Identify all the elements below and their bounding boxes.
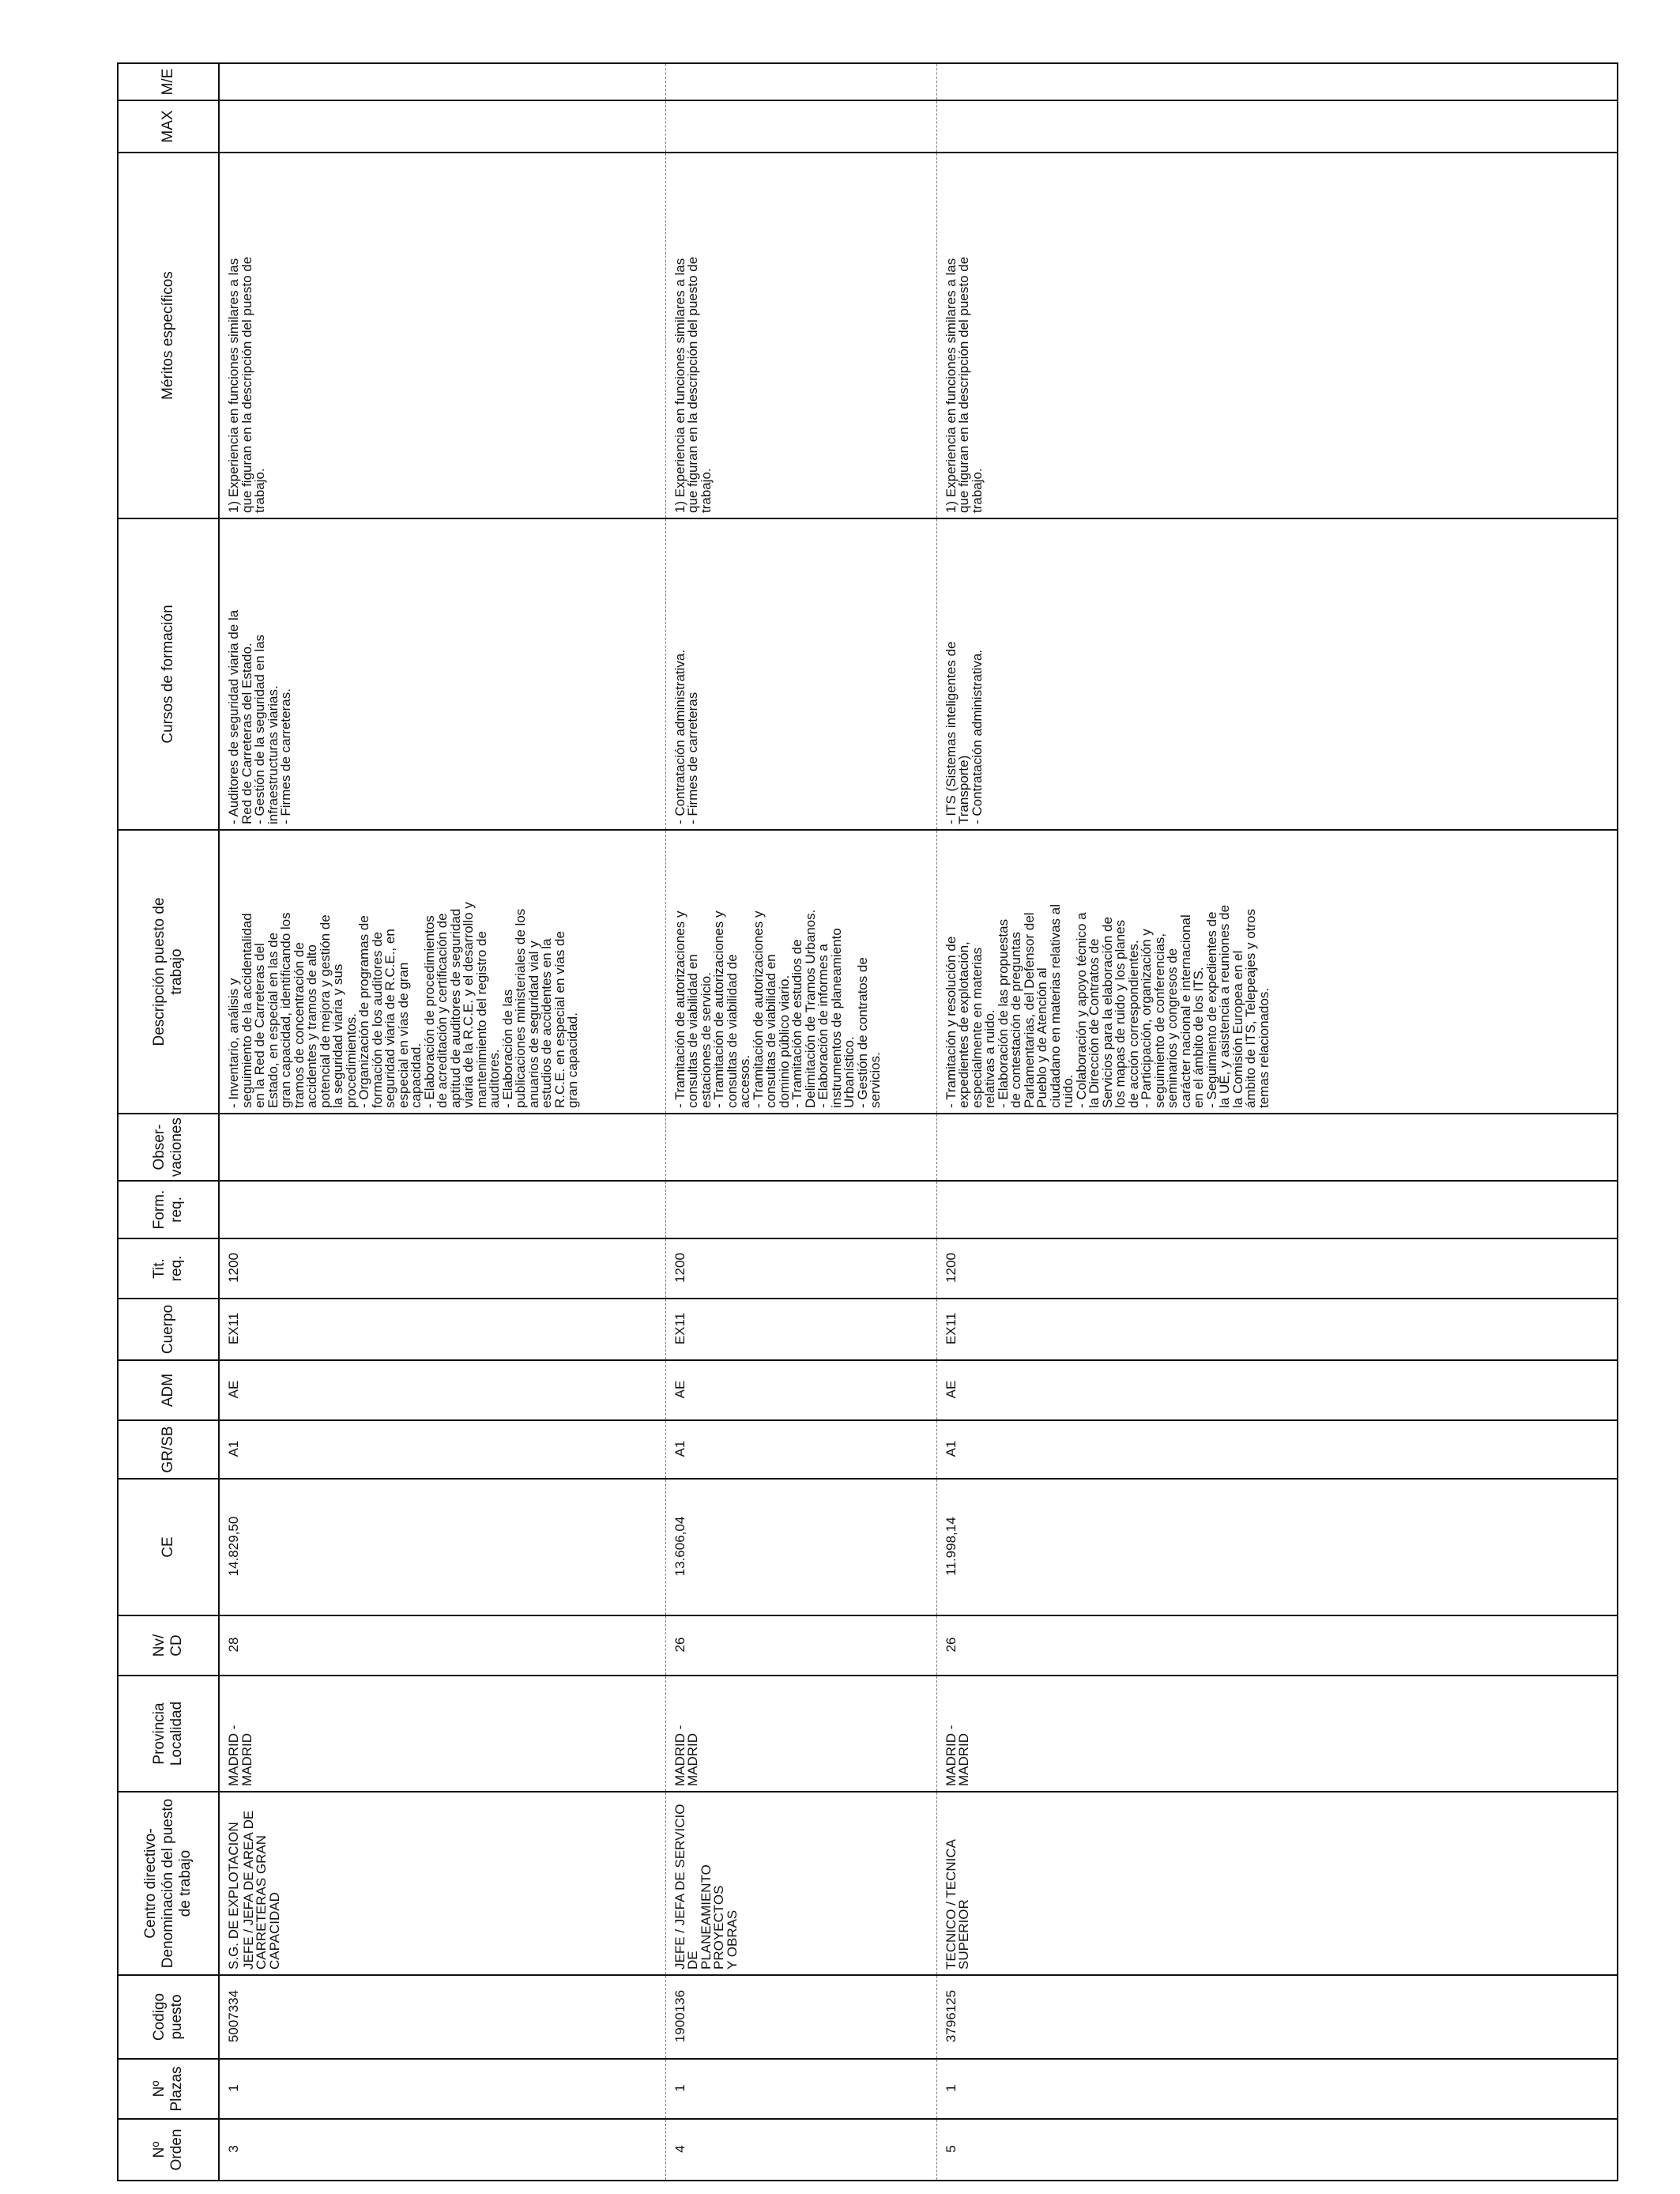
ce-cell: 11.998,14 — [936, 1479, 1618, 1615]
me-cell — [219, 63, 665, 100]
form-cell — [219, 1181, 665, 1238]
provincia-cell: MADRID - MADRID — [936, 1676, 1618, 1792]
header-plazas: Nº Plazas — [118, 2059, 219, 2119]
job-positions-table — [117, 62, 1618, 2181]
obs-cell — [219, 1114, 665, 1181]
grsb-cell: A1 — [665, 1420, 936, 1479]
centro-directivo-label: S.G. DE EXPLOTACION — [226, 1822, 241, 1970]
form-cell — [936, 1181, 1618, 1238]
ce-cell: 14.829,50 — [219, 1479, 665, 1615]
grsb-cell: A1 — [219, 1420, 665, 1479]
centro-cell: TECNICO / TECNICA SUPERIOR — [936, 1792, 1618, 1975]
header-ce: CE — [118, 1479, 219, 1615]
header-form: Form. req. — [118, 1181, 219, 1238]
header-row — [118, 63, 219, 2181]
plazas-cell: 1 — [665, 2059, 936, 2119]
cursos-cell: - Auditores de seguridad viaria de la Red de Carreteras del Estado. - Gestión de la seguridad en las infraestructuras viarias. - Firmes de carreteras. — [219, 518, 665, 830]
descripcion-cell: - Tramitación y resolución de expedientes de explotación, especialmente en materias relativas a ruido. - Elaboración de las propuestas de contestación de preguntas Parlamentarias, del Defensor del Pueblo y de Atención al ciudadano en materias relativas al ruido. - Colaboración y apoyo técnico a la Dirección de Contratos de Servicios para la elaboración de los mapas de ruido y los planes de acción correspondientes. - Participación, organización y seguimiento de conferencias, seminarios y congresos de carácter nacional e internacional en el ámbito de los ITS. - Seguimiento de expedientes de la UE, y asistencia a reuniones de la Comisión Europea en el ámbito de ITS, Telepeajes y otros temas relacionados. — [936, 830, 1618, 1114]
cursos-cell: - Contratación administrativa. - Firmes de carreteras — [665, 518, 936, 830]
header-adm: ADM — [118, 1360, 219, 1420]
meritos-cell: 1) Experiencia en funciones similares a las que figuran en la descripción del puesto de trabajo. — [936, 153, 1618, 518]
meritos-cell: 1) Experiencia en funciones similares a las que figuran en la descripción del puesto de trabajo. — [219, 153, 665, 518]
header-obs: Obser- vaciones — [118, 1114, 219, 1181]
plazas-cell: 1 — [936, 2059, 1618, 2119]
cursos-cell: - ITS (Sistemas inteligentes de Transporte) - Contratación administrativa. — [936, 518, 1618, 830]
obs-cell — [665, 1114, 936, 1181]
header-centro: Centro directivo- Denominación del puesto de trabajo — [118, 1792, 219, 1975]
cuerpo-cell: EX11 — [219, 1299, 665, 1360]
me-cell — [936, 63, 1618, 100]
tit-cell: 1200 — [936, 1238, 1618, 1299]
meritos-cell: 1) Experiencia en funciones similares a las que figuran en la descripción del puesto de trabajo. — [665, 153, 936, 518]
header-meritos: Méritos específicos — [118, 153, 219, 518]
header-orden: Nº Orden — [118, 2119, 219, 2181]
nivel-cell: 26 — [665, 1615, 936, 1676]
centro-cell — [219, 1792, 665, 1975]
table-row — [936, 63, 1618, 2181]
adm-cell: AE — [219, 1360, 665, 1420]
descripcion-cell: - Tramitación de autorizaciones y consultas de viabilidad en estaciones de servicio. - Tramitación de autorizaciones y consultas de viabilidad de accesos. - Tramitación de autorizaciones y consultas de viabilidad en dominio público viario. - Tramitación de estudios de Delimitación de Tramos Urbanos. - Elaboración de informes a instrumentos de planeamiento Urbanístico. - Gestión de contratos de servicios. — [665, 830, 936, 1114]
header-codigo: Codigo puesto — [118, 1975, 219, 2059]
tit-cell: 1200 — [219, 1238, 665, 1299]
header-cuerpo: Cuerpo — [118, 1299, 219, 1360]
form-cell — [665, 1181, 936, 1238]
plazas-cell: 1 — [219, 2059, 665, 2119]
max-cell — [665, 100, 936, 153]
header-cursos: Cursos de formación — [118, 518, 219, 830]
codigo-cell: 1900136 — [665, 1975, 936, 2059]
header-tit: Tit. req. — [118, 1238, 219, 1299]
obs-cell — [936, 1114, 1618, 1181]
header-provincia: Provincia Localidad — [118, 1676, 219, 1792]
provincia-cell: MADRID - MADRID — [665, 1676, 936, 1792]
max-cell — [936, 100, 1618, 153]
max-cell — [219, 100, 665, 153]
adm-cell: AE — [665, 1360, 936, 1420]
header-grsb: GR/SB — [118, 1420, 219, 1479]
orden-cell: 3 — [219, 2119, 665, 2181]
cuerpo-cell: EX11 — [936, 1299, 1618, 1360]
cuerpo-cell: EX11 — [665, 1299, 936, 1360]
header-me: M/E — [118, 63, 219, 100]
codigo-cell: 3796125 — [936, 1975, 1618, 2059]
tit-cell: 1200 — [665, 1238, 936, 1299]
grsb-cell: A1 — [936, 1420, 1618, 1479]
header-max: MAX — [118, 100, 219, 153]
adm-cell: AE — [936, 1360, 1618, 1420]
ce-cell: 13.606,04 — [665, 1479, 936, 1615]
header-descripcion: Descripción puesto de trabajo — [118, 830, 219, 1114]
denominacion-text: JEFE / JEFA DE AREA DE CARRETERAS GRAN CAPACIDAD — [240, 1810, 282, 1970]
descripcion-cell: - Inventario, análisis y seguimiento de la accidentalidad en la Red de Carreteras del Estado, en especial en las de gran capacidad, identificando los tramos de concentración de accidentes y tramos de alto potencial de mejora y gestión de la seguridad viaria y sus procedimientos. - Organización de programas de formación de los auditores de seguridad viaria de R.C.E., en especial en vías de gran capacidad. - Elaboración de procedimientos de acreditación y certificación de aptitud de auditores de seguridad viaria de la R.C.E. y el desarrollo y mantenimiento del registro de auditores. - Elaboración de las publicaciones ministeriales de los anuarios de seguridad vial y estudios de accidentes en la R.C.E. en especial en vías de gran capacidad. — [219, 830, 665, 1114]
header-nivel: Nv/ CD — [118, 1615, 219, 1676]
centro-cell: JEFE / JEFA DE SERVICIO DE PLANEAMIENTO PROYECTOS Y OBRAS — [665, 1792, 936, 1975]
provincia-cell: MADRID - MADRID — [219, 1676, 665, 1792]
table-row — [665, 63, 936, 2181]
table-row — [219, 63, 665, 2181]
nivel-cell: 26 — [936, 1615, 1618, 1676]
orden-cell: 4 — [665, 2119, 936, 2181]
me-cell — [665, 63, 936, 100]
orden-cell: 5 — [936, 2119, 1618, 2181]
nivel-cell: 28 — [219, 1615, 665, 1676]
codigo-cell: 5007334 — [219, 1975, 665, 2059]
